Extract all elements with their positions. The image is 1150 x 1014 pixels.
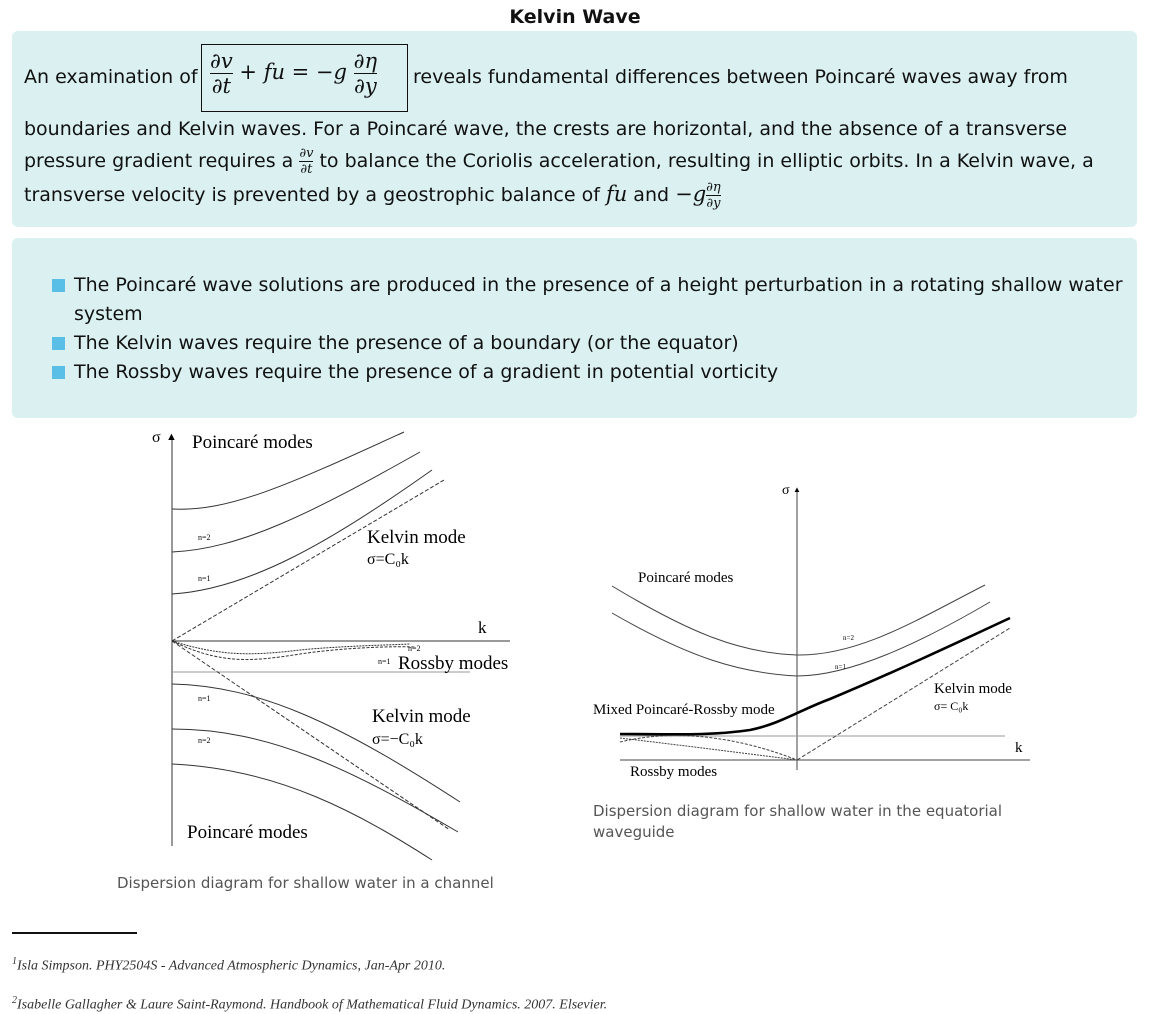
- fig1-sigma-arrow-icon: ▲: [166, 431, 177, 443]
- channel-dispersion-diagram: [140, 424, 540, 864]
- rossby-n2: [172, 641, 410, 654]
- bullet-item: The Poincaré wave solutions are produced in the presence of a height perturbation in a rotating shallow water: [38, 271, 1123, 300]
- fig1-kelvin-bottom-eq: σ=−C₀k: [372, 731, 423, 748]
- para-intro: An examination of: [24, 66, 198, 88]
- fig2-rossby: Rossby modes: [630, 764, 718, 780]
- fig2-mixed: Mixed Poincaré-Rossby mode: [593, 702, 775, 718]
- fig1-k-label: k: [478, 618, 487, 637]
- poincare-upper: [612, 585, 985, 655]
- inline-dv: ∂v: [299, 146, 314, 161]
- fig2-caption-line2: waveguide: [593, 823, 675, 841]
- fig2-sigma-label: σ: [782, 483, 790, 498]
- bullet-item: The Kelvin waves require the presence of a boundary (or the equator): [38, 329, 1123, 358]
- fig2-n1: n=1: [835, 663, 846, 671]
- fig2-kelvin-eq: σ= C₀k: [934, 699, 969, 713]
- fig1-sigma-label: σ: [152, 429, 161, 446]
- poincare-lower: [612, 602, 990, 676]
- bullet-list: [38, 271, 1123, 387]
- fig1-rossby: Rossby modes: [398, 653, 509, 674]
- bullet-square-icon: [52, 366, 65, 379]
- fig1-kelvin-top-eq: σ=C₀k: [367, 551, 409, 568]
- poincare-lower-n3: [172, 764, 432, 860]
- fig1-n2-rossby: n=2: [408, 644, 421, 653]
- para-after-eq: reveals fundamental differences between Poincaré waves away from: [413, 66, 1068, 88]
- fig1-n1-upper: n=1: [198, 574, 211, 583]
- eq-dy: ∂y: [354, 74, 377, 98]
- fig1-n2-lower: n=2: [198, 736, 211, 745]
- fig2-poincare: Poincaré modes: [638, 570, 734, 586]
- eq-deta: ∂η: [353, 49, 378, 73]
- footnote-1: $^1$Isla Simpson. PHY2504S - Advanced Atmospheric Dynamics, Jan-Apr 2010.: [12, 956, 446, 974]
- bullet-square-icon: [52, 279, 65, 292]
- equatorial-dispersion-diagram: [590, 478, 1040, 788]
- fig1-kelvin-top: Kelvin mode: [367, 527, 466, 548]
- fig2-k-label: k: [1015, 740, 1023, 756]
- page-title: Kelvin Wave: [509, 6, 641, 28]
- bullet-square-icon: [52, 337, 65, 350]
- momentum-equation-box: [201, 44, 408, 112]
- inline-dt: ∂t: [300, 162, 313, 177]
- inline-minus-g: −g: [675, 182, 707, 206]
- fig1-n2-upper: n=2: [198, 533, 211, 542]
- fig1-poincare-bottom: Poincaré modes: [187, 822, 308, 843]
- footnote-divider: [12, 932, 137, 934]
- bullet-item-continuation: system: [74, 303, 143, 325]
- inline-dy: ∂y: [706, 196, 721, 211]
- footnote-2: $^2$Isabelle Gallagher & Laure Saint-Raymond. Handbook of Mathematical Fluid Dynamics. 2007. Elsevier.: [12, 995, 608, 1013]
- inline-deta: ∂η: [706, 180, 721, 195]
- fig1-n1-lower: n=1: [198, 694, 211, 703]
- eq-dv: ∂v: [210, 49, 233, 73]
- rossby-curve-a: [620, 738, 797, 760]
- eq-dt: ∂t: [211, 74, 232, 98]
- fig2-kelvin: Kelvin mode: [934, 681, 1012, 697]
- bullet-item: The Rossby waves require the presence of a gradient in potential vorticity: [38, 358, 1123, 387]
- fig2-caption-line1: Dispersion diagram for shallow water in the equatorial: [593, 802, 1003, 820]
- fig2-n2: n=2: [843, 634, 854, 642]
- fig1-caption: Dispersion diagram for shallow water in a channel: [117, 874, 494, 892]
- inline-fu: fu: [605, 182, 628, 206]
- para-line2: boundaries and Kelvin waves. For a Poincaré wave, the crests are horizontal, and the absence of a transverse: [24, 118, 1068, 140]
- para-line4: transverse velocity is prevented by a geostrophic balance of fu and −g $\frac{\partial\eta}{\partial y}$: [24, 180, 721, 211]
- fig1-kelvin-bottom: Kelvin mode: [372, 706, 471, 727]
- fig1-n1-rossby: n=1: [378, 657, 391, 666]
- eq-plus-fu: + fu = −g: [239, 60, 347, 84]
- fig2-sigma-arrow-icon: ▲: [793, 485, 801, 494]
- fig1-poincare-top: Poincaré modes: [192, 432, 313, 453]
- para-line3: pressure gradient requires a $\frac{\partial v}{\partial t}$ to balance the Coriolis acceleration, resulting in elliptic orbits. In a Kelvin wave, a: [24, 146, 1094, 177]
